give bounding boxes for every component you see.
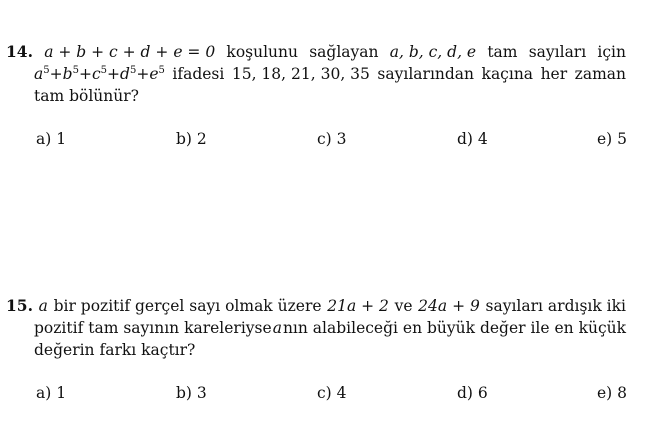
question-14-line-1: 14. a + b + c + d + e = 0 koşulunu sağlayan a, b, c, d, e tam sayıları için [6,42,626,61]
question-number: 14. [6,42,33,61]
choice-b[interactable]: b) 2 [176,130,207,148]
question-14-line-3: tam bölünür? [34,87,139,105]
math-expression: $a^5+b^5+c^5+d^5+e^5$ [34,65,165,83]
math-expression: 24a + 9 [418,297,480,315]
math-variable: a [38,297,48,315]
math-expression: a + b + c + d + e = 0 [44,43,216,61]
choice-e[interactable]: e) 5 [597,130,628,148]
choice-c[interactable]: c) 3 [317,130,347,148]
question-15-line-1: 15. a bir pozitif gerçel sayı olmak üzere 21a + 2 ve 24a + 9 sayıları ardışık iki [6,296,626,315]
question-15-line-2: pozitif tam sayının kareleriyse a nın alabileceği en büyük değer ile en küçük [34,319,626,337]
choice-a[interactable]: a) 1 [36,130,67,148]
math-expression: 21a + 2 [327,297,389,315]
choice-c[interactable]: c) 4 [317,384,347,402]
question-14-line-2: $a^5+b^5+c^5+d^5+e^5$ ifadesi 15, 18, 21, 30, 35 sayılarından kaçına her zaman [34,65,626,83]
choice-d[interactable]: d) 4 [457,130,488,148]
choice-d[interactable]: d) 6 [457,384,488,402]
question-number: 15. [6,296,33,315]
choice-b[interactable]: b) 3 [176,384,207,402]
math-expression: a, b, c, d, e [389,43,477,61]
choice-e[interactable]: e) 8 [597,384,628,402]
choice-a[interactable]: a) 1 [36,384,67,402]
math-variable: a [272,319,282,337]
question-15-line-3: değerin farkı kaçtır? [34,341,196,359]
